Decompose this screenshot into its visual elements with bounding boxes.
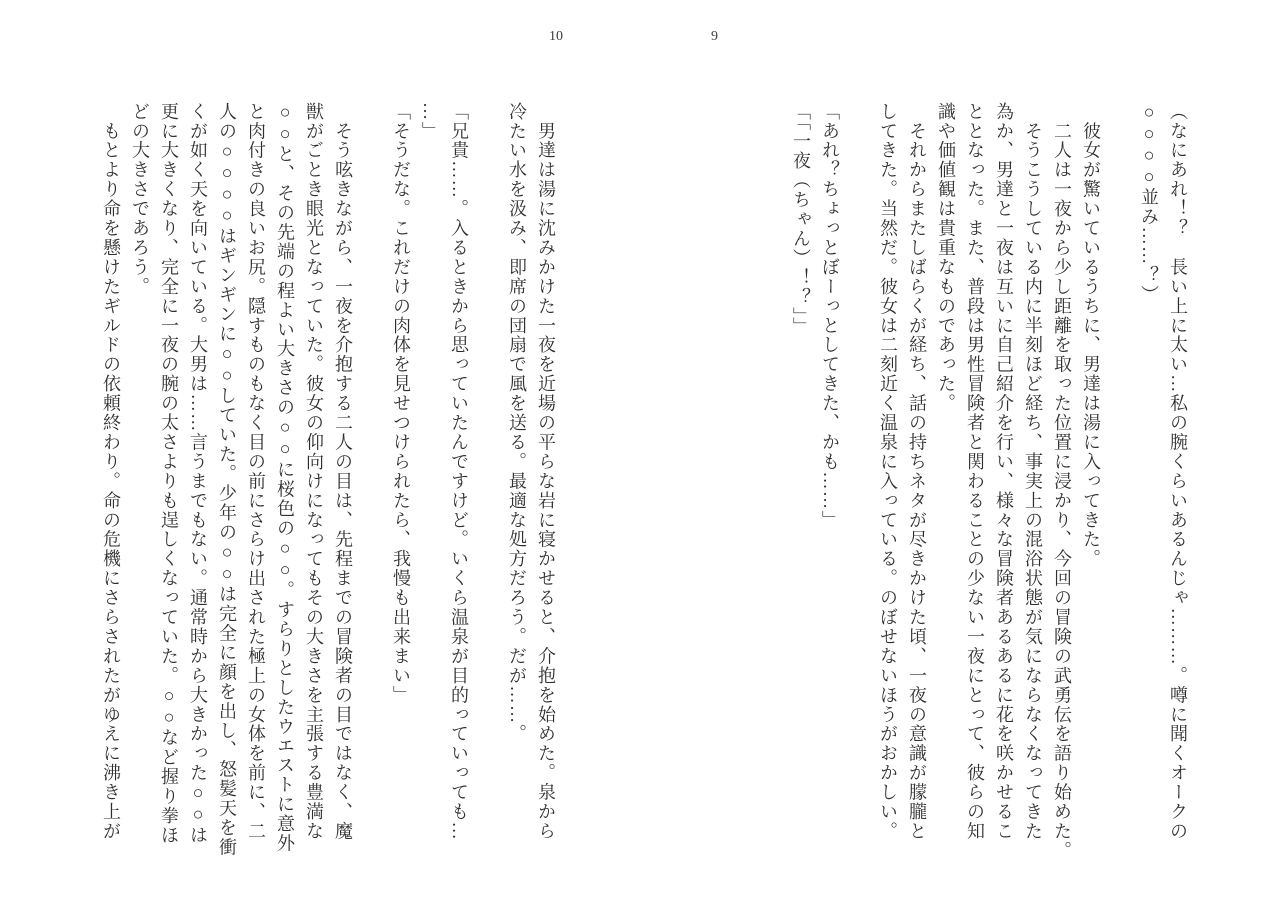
vertical-text-column: 為か、男達と一夜は互いに自己紹介を行い、様々な冒険者あるあるに花を咲かせるこ (994, 102, 1014, 842)
vertical-text-column: もとより命を懸けたギルドの依頼終わり。命の危機にさらされたがゆえに沸き上が (101, 102, 121, 842)
vertical-text-column: と肉付きの良いお尻。隠すものもなく目の前にさらけ出された極上の女体を前に、二 (246, 102, 266, 842)
vertical-text-column: 更に大きくなり、完全に一夜の腕の太さよりも逞しくなっていた。○○など握り拳ほ (159, 102, 179, 846)
page-number-right: 9 (711, 29, 718, 44)
blank-column (357, 102, 386, 862)
vertical-text-column: どの大きさであろう。 (130, 102, 150, 297)
vertical-text-column: ○○○○並み……？） (1139, 102, 1159, 305)
vertical-text-column: そうこうしている内に半刻ほど経ち、事実上の混浴状態が気にならなくなってきた (1023, 102, 1043, 842)
vertical-text-column: 「あれ？ちょっとぼーっとしてきた、かも……」 (820, 102, 840, 530)
book-page-9 (772, 102, 1192, 862)
vertical-text-column: くが如く天を向いている。大男は……言うまでもない。通常時から大きかった○○は (188, 102, 208, 846)
vertical-text-column: そう呟きながら、一夜を介抱する二人の目は、先程までの冒険者の目ではなく、魔 (333, 102, 353, 842)
vertical-text-column: ととなった。また、普段は男性冒険者と関わることの少ない一夜にとって、彼らの知 (965, 102, 985, 842)
blank-column (473, 102, 502, 862)
vertical-text-column: してきた。当然だ。彼女は二刻近く温泉に入っている。のぼせないほうがおかしい。 (878, 102, 898, 842)
vertical-text-column: 「「一夜（ちゃん）！？」」 (791, 102, 811, 337)
vertical-text-column: 人の○○○○はギンギンに○○していた。少年の○○は完全に顔を出し、怒髪天を衝 (217, 102, 237, 858)
book-page-10 (96, 102, 560, 862)
vertical-text-column: 「兄貴……。入るときから思っていたんですけど。いくら温泉が目的っていっても… (449, 102, 469, 842)
blank-column (1105, 102, 1134, 862)
vertical-text-column: 二人は一夜から少し距離を取った位置に浸かり、今回の冒険の武勇伝を語り始めた。 (1052, 102, 1072, 861)
vertical-text-column: ○○と、その先端の程よい大きさの○○に桜色の○○。すらりとしたウエストに意外 (275, 102, 295, 854)
vertical-text-column: 「そうだな。これだけの肉体を見せつけられたら、我慢も出来まい」 (391, 102, 411, 705)
vertical-text-column: 獣がごとき眼光となっていた。彼女の仰向けになってもその大きさを主張する豊満な (304, 102, 324, 842)
vertical-text-column: 冷たい水を汲み、即席の団扇で風を送る。最適な処方だろう。だが……。 (507, 102, 527, 744)
page-number-left: 10 (549, 29, 563, 44)
vertical-text-column: （なにあれ！？ 長い上に太い…私の腕くらいあるんじゃ………。噂に聞くオークの (1168, 102, 1188, 842)
vertical-text-column: 識や価値観は貴重なものであった。 (936, 102, 956, 414)
blank-column (844, 102, 873, 862)
vertical-text-column: それからまたしばらくが経ち、話の持ちネタが尽きかけた頃、一夜の意識が朦朧と (907, 102, 927, 842)
vertical-text-column: 彼女が驚いているうちに、男達は湯に入ってきた。 (1081, 102, 1101, 569)
vertical-text-column: 男達は湯に沈みかけた一夜を近場の平らな岩に寝かせると、介抱を始めた。泉から (536, 102, 556, 842)
vertical-text-column: …」 (420, 102, 440, 141)
